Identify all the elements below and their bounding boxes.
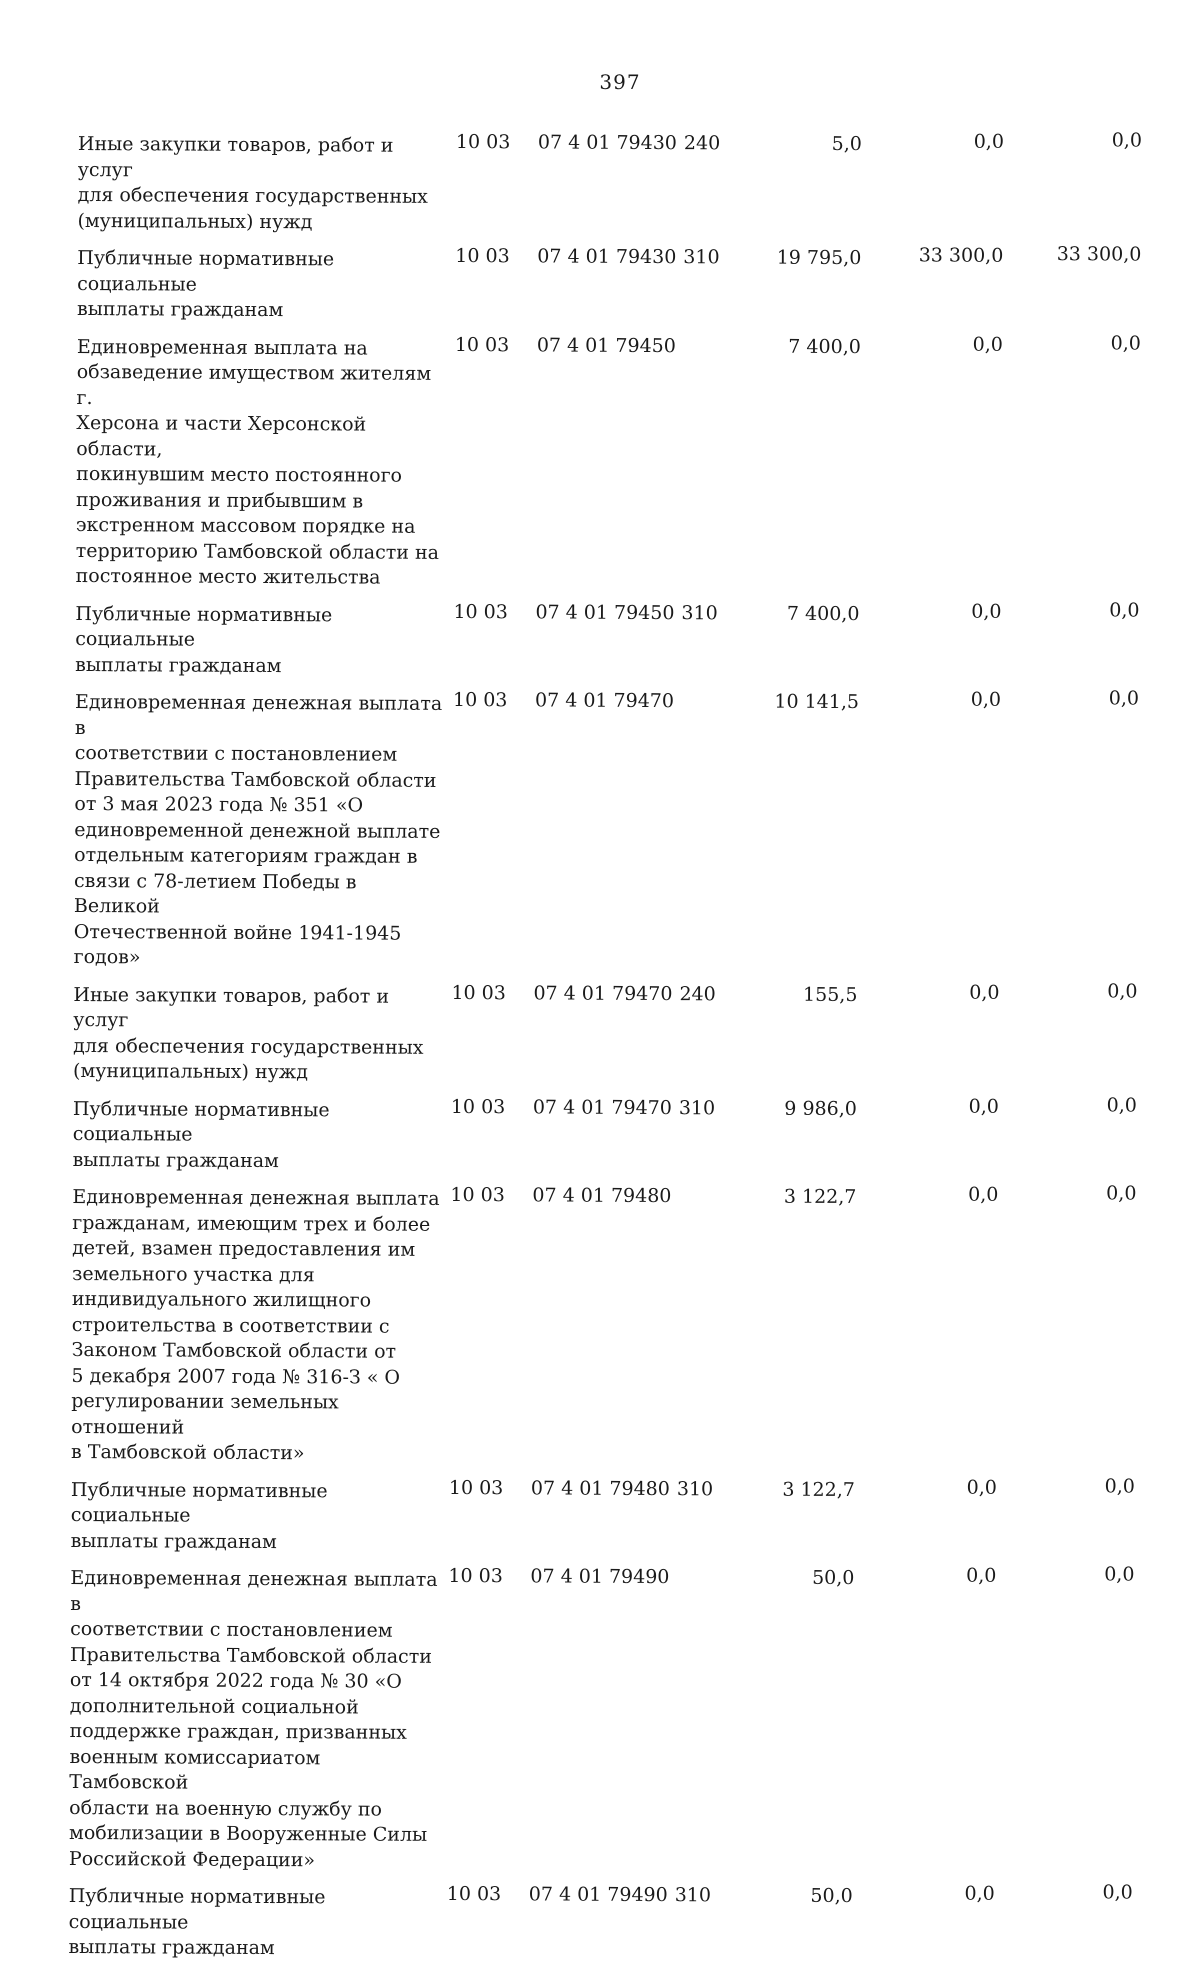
amount-year-3: 0,0 bbox=[999, 978, 1137, 1004]
amount-year-3: 0,0 bbox=[995, 1880, 1133, 1906]
amount-year-2: 0,0 bbox=[859, 599, 1001, 625]
expense-type-code: 310 bbox=[679, 1096, 737, 1122]
amount-year-3: 0,0 bbox=[1001, 597, 1139, 623]
section-code: 10 03 bbox=[445, 980, 533, 1006]
amount-year-1: 50,0 bbox=[734, 1565, 854, 1591]
item-name: Публичные нормативные социальные выплаты гражданам bbox=[71, 1473, 443, 1555]
amount-year-1: 10 141,5 bbox=[739, 689, 859, 715]
table-row bbox=[71, 1473, 1161, 1559]
amount-year-2: 0,0 bbox=[855, 1475, 997, 1501]
section-code: 10 03 bbox=[447, 599, 535, 625]
amount-year-1: 3 122,7 bbox=[736, 1184, 856, 1210]
budget-table bbox=[68, 128, 1168, 1974]
section-code: 10 03 bbox=[450, 130, 538, 156]
section-code: 10 03 bbox=[441, 1882, 529, 1908]
expense-type-code: 240 bbox=[679, 982, 737, 1008]
section-code: 10 03 bbox=[449, 332, 537, 358]
item-name: Публичные нормативные социальные выплаты гражданам bbox=[73, 1092, 445, 1174]
amount-year-3: 0,0 bbox=[997, 1473, 1135, 1499]
table-row bbox=[71, 1181, 1162, 1471]
amount-year-2: 0,0 bbox=[854, 1563, 996, 1589]
section-code: 10 03 bbox=[442, 1564, 530, 1590]
target-article-code: 07 4 01 79490 bbox=[530, 1564, 676, 1590]
table-row bbox=[73, 978, 1164, 1090]
amount-year-1: 7 400,0 bbox=[741, 334, 861, 360]
target-article-code: 07 4 01 79480 bbox=[531, 1476, 677, 1502]
target-article-code: 07 4 01 79470 bbox=[535, 688, 681, 714]
table-row bbox=[73, 1092, 1163, 1178]
amount-year-2: 0,0 bbox=[857, 980, 999, 1006]
table-row bbox=[69, 1562, 1161, 1878]
amount-year-1: 155,5 bbox=[737, 982, 857, 1008]
section-code: 10 03 bbox=[449, 244, 537, 270]
item-name: Публичные нормативные социальные выплаты гражданам bbox=[75, 597, 447, 679]
amount-year-3: 0,0 bbox=[996, 1562, 1134, 1588]
amount-year-2: 0,0 bbox=[859, 687, 1001, 713]
expense-type-code: 310 bbox=[677, 1477, 735, 1503]
amount-year-3: 0,0 bbox=[1004, 128, 1142, 154]
amount-year-2: 0,0 bbox=[861, 332, 1003, 358]
table-row bbox=[68, 1880, 1158, 1966]
item-name: Публичные нормативные социальные выплаты гражданам bbox=[68, 1880, 440, 1962]
target-article-code: 07 4 01 79470 bbox=[533, 1095, 679, 1121]
section-code: 10 03 bbox=[445, 1094, 533, 1120]
target-article-code: 07 4 01 79430 bbox=[537, 244, 683, 270]
section-code: 10 03 bbox=[443, 1475, 531, 1501]
section-code: 10 03 bbox=[447, 688, 535, 714]
table-row bbox=[77, 128, 1168, 240]
amount-year-3: 0,0 bbox=[1003, 330, 1141, 356]
expense-type-code: 240 bbox=[684, 131, 742, 157]
table-row bbox=[75, 597, 1165, 683]
expense-type-code: 310 bbox=[675, 1883, 733, 1909]
item-name: Иные закупки товаров, работ и услуг для обеспечения государственных (муниципальных) нужд bbox=[77, 128, 450, 236]
table-row bbox=[76, 330, 1167, 595]
amount-year-3: 0,0 bbox=[999, 1092, 1137, 1118]
amount-year-1: 5,0 bbox=[742, 131, 862, 157]
amount-year-1: 19 795,0 bbox=[741, 245, 861, 271]
item-name: Единовременная денежная выплата в соответствии с постановлением Правительства Тамбовской области от 3 мая 2023 года № 351 «О единовременной денежной выплате отдельным категориям граждан в связи с 78-летием Победы в Великой Отечественной войне 1941-1945 годов» bbox=[74, 686, 447, 972]
target-article-code: 07 4 01 79450 bbox=[535, 600, 681, 626]
item-name: Единовременная денежная выплата в соответствии с постановлением Правительства Тамбовской области от 14 октября 2022 года № 30 «О дополнительной социальной поддержке граждан, призванных военным комиссариатом Тамбовской области на военную службу по мобилизации в Вооруженные Силы Российской Федерации» bbox=[69, 1562, 443, 1874]
table-row bbox=[77, 242, 1167, 328]
target-article-code: 07 4 01 79430 bbox=[538, 130, 684, 156]
target-article-code: 07 4 01 79450 bbox=[537, 333, 683, 359]
item-name: Иные закупки товаров, работ и услуг для обеспечения государственных (муниципальных) нужд bbox=[73, 978, 446, 1086]
target-article-code: 07 4 01 79480 bbox=[532, 1183, 678, 1209]
amount-year-1: 7 400,0 bbox=[739, 601, 859, 627]
expense-type-code: 310 bbox=[681, 601, 739, 627]
amount-year-2: 0,0 bbox=[862, 129, 1004, 155]
page-number: 397 bbox=[0, 70, 1200, 94]
target-article-code: 07 4 01 79490 bbox=[529, 1882, 675, 1908]
expense-type-code: 310 bbox=[683, 245, 741, 271]
item-name: Единовременная выплата на обзаведение имуществом жителям г. Херсона и части Херсонской области, покинувшим место постоянного проживания и прибывшим в экстренном массовом порядке на территорию Тамбовской области на постоянное место жительства bbox=[76, 330, 449, 591]
table-row bbox=[74, 686, 1165, 976]
amount-year-3: 33 300,0 bbox=[1003, 242, 1141, 268]
amount-year-2: 0,0 bbox=[856, 1182, 998, 1208]
target-article-code: 07 4 01 79470 bbox=[533, 981, 679, 1007]
amount-year-1: 3 122,7 bbox=[735, 1477, 855, 1503]
section-code: 10 03 bbox=[444, 1183, 532, 1209]
item-name: Единовременная денежная выплата гражданам, имеющим трех и более детей, взамен предоставления им земельного участка для индивидуального жилищного строительства в соответствии с Законом Тамбовской области от 5 декабря 2007 года № 316-З « О регулировании земельных отношений в Тамбовской области» bbox=[71, 1181, 444, 1467]
amount-year-1: 9 986,0 bbox=[737, 1096, 857, 1122]
amount-year-3: 0,0 bbox=[1001, 686, 1139, 712]
item-name: Публичные нормативные социальные выплаты гражданам bbox=[77, 242, 449, 324]
amount-year-1: 50,0 bbox=[733, 1883, 853, 1909]
amount-year-2: 33 300,0 bbox=[861, 243, 1003, 269]
amount-year-3: 0,0 bbox=[998, 1181, 1136, 1207]
amount-year-2: 0,0 bbox=[857, 1094, 999, 1120]
amount-year-2: 0,0 bbox=[853, 1881, 995, 1907]
